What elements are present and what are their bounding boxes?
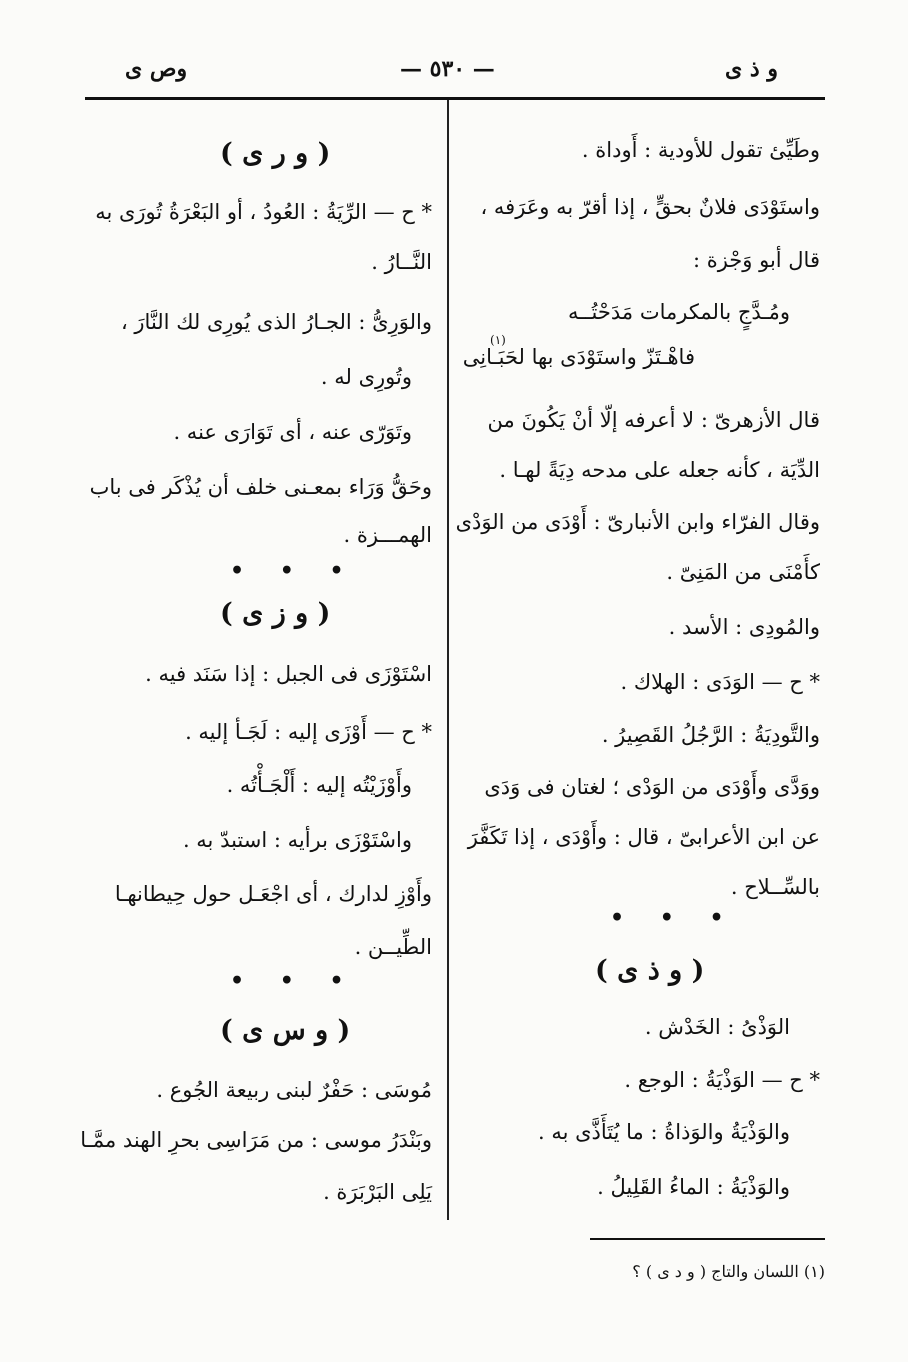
header-entry-right: و ذ ى [725, 56, 778, 82]
text-line: والوَرِىُّ : الجـارُ الذى يُورِى لك النَّارَ ، [120, 310, 432, 334]
left-column [80, 0, 432, 1362]
right-column [455, 0, 820, 1362]
text-line: الهمـــزة . [343, 523, 432, 547]
text-line: * ح — أَوْزَى إليه : لَجَـأ إليه . [185, 720, 432, 744]
text-line: وطَيِّئ تقول للأودية : أَوداة . [581, 138, 820, 162]
text-line: اسْتَوْزَى فى الجبل : إذا سَنَد فيه . [145, 662, 432, 686]
text-line: وقال الفرّاء وابن الأنبارىّ : أَوْدَى من الوَدْى [455, 510, 820, 534]
text-line: واسْتَوْزَى برأيه : استبدّ به . [182, 828, 412, 852]
text-line: الوَذْىُ : الخَدْش . [644, 1015, 790, 1039]
entry-heading: ( و ر ى ) [220, 138, 331, 169]
section-separator: • • • [230, 968, 358, 994]
text-line: الطِّيــن . [354, 935, 432, 959]
text-line: وتُورِى له . [320, 365, 412, 389]
text-line: والوَذْيَةُ والوَذاةُ : ما يُتَأَذَّى به . [537, 1120, 790, 1144]
text-line: والتَّودِيَةُ : الرَّجُلُ القَصِيرُ . [601, 723, 820, 747]
entry-heading: ( و س ى ) [220, 1015, 351, 1046]
page-number: — ٥٣٠ — [400, 56, 495, 82]
footnote-marker: (١) [490, 333, 506, 347]
text-line: * ح — الوَذْيَةُ : الوجع . [624, 1068, 820, 1092]
text-line: وأَوْزِ لدارك ، أى اجْعَـل حول حِيطانهـا [114, 882, 432, 906]
text-line: مُوسَى : حَفْرٌ لبنى ربيعة الجُوع . [156, 1078, 432, 1102]
footnote: (١) اللسان والتاج ( و د ى ) ؟ [632, 1262, 825, 1281]
text-line: الدِّيَة ، كأنه جعله على مدحه دِيَةً لهـا . [499, 458, 820, 482]
column-divider [447, 100, 449, 1220]
header-entry-left: وص ى [125, 56, 188, 82]
text-line: بالسِّــلاح . [730, 875, 820, 899]
text-line: كأَمْنَى من المَنِىّ . [666, 560, 820, 584]
entry-heading: ( و ذ ى ) [595, 955, 705, 986]
text-line: واستَوْدَى فلانٌ بحقٍّ ، إذا أقرّ به وعَرَفه ، [480, 195, 820, 219]
verse-line: ومُـدَّجٍ بالمكرمات مَدَحْتُــه [567, 300, 790, 324]
entry-heading: ( و ز ى ) [220, 598, 331, 629]
text-line: النَّــارُ . [371, 250, 432, 274]
text-line: يَلِى البَرْبَرَة . [323, 1180, 432, 1204]
section-separator: • • • [610, 905, 738, 931]
text-line: قال أبو وَجْزة : [692, 248, 820, 272]
text-line: وتَوَرّى عنه ، أى تَوَارَى عنه . [173, 420, 412, 444]
text-line: قال الأزهرىّ : لا أعرفه إلّا أنْ يَكُونَ من [487, 408, 820, 432]
section-separator: • • • [230, 558, 358, 584]
text-line: وحَقُّ وَرَاء بمعـنى خلف أن يُذْكَر فى باب [89, 475, 432, 499]
text-line: والوَذْيَةُ : الماءُ القَلِيلُ . [597, 1175, 790, 1199]
verse-line: فاهْـتَزّ واستَوْدَى بها لحَبَـانِى [462, 345, 695, 369]
text-line: وأَوْزَيْتُه إليه : أَلْجَـأْتُه . [226, 773, 412, 797]
text-line: ووَدَّى وأَوْدَى من الوَدْى ؛ لغتان فى وَدَى [484, 775, 820, 799]
text-line: وبَنْدَرُ موسى : من مَرَاسِى بحرِ الهند ممَّـا [80, 1128, 432, 1152]
text-line: * ح — الرِّيَةُ : العُودُ ، أو البَعْرَةُ تُورَى به [95, 200, 432, 224]
text-line: والمُودِى : الأسد . [668, 615, 820, 639]
text-line: * ح — الوَدَى : الهلاك . [620, 670, 820, 694]
text-line: عن ابن الأعرابىّ ، قال : وأَوْدَى ، إذا تَكَفَّرَ [467, 825, 820, 849]
footnote-rule [590, 1238, 825, 1240]
